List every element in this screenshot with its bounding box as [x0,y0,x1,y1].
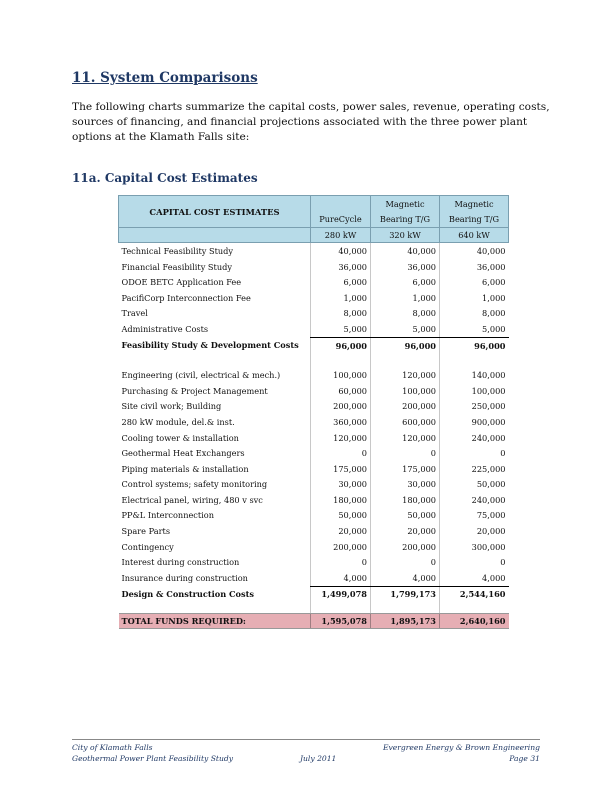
row-value: 4,000 [311,570,371,586]
table-row [119,259,509,275]
table-row [119,290,509,306]
row-value: 2,544,160 [459,589,506,600]
row-value: 100,000 [311,367,371,383]
row-value: 40,000 [476,245,506,256]
row-label: PP&L Interconnection [121,510,215,521]
row-value: 1,000 [311,290,371,306]
row-value: 140,000 [471,370,506,381]
row-value: 30,000 [371,477,440,493]
subsection-heading: 11a. Capital Cost Estimates [72,171,258,185]
row-label: Purchasing & Project Management [121,385,268,396]
row-value: 1,499,078 [311,586,371,602]
table-row [119,430,509,446]
row-label: Interest during construction [121,557,240,568]
row-value: 40,000 [371,243,440,259]
row-value: 180,000 [371,492,440,508]
row-value: 60,000 [311,383,371,399]
row-value: 50,000 [476,479,506,490]
row-value: 100,000 [371,383,440,399]
row-label: Spare Parts [121,526,171,537]
row-label: PacifiCorp Interconnection Fee [121,292,251,303]
footer-city: City of Klamath Falls [72,743,153,752]
row-value: 50,000 [311,508,371,524]
col-top-3: Magnetic [440,196,509,212]
row-value: 0 [371,554,440,570]
row-value: 200,000 [311,539,371,555]
col-head-3: Bearing T/G [440,212,509,228]
section-heading: 11. System Comparisons [72,70,258,86]
table-row [119,383,509,399]
row-value: 200,000 [311,399,371,415]
row-label: Administrative Costs [121,324,209,335]
row-value: 8,000 [371,306,440,322]
table-row [119,554,509,570]
table-row [119,492,509,508]
row-label: 280 kW module, del.& inst. [121,416,235,427]
capital-cost-table [118,195,509,629]
subtotal-row [119,586,509,602]
row-value: 1,000 [371,290,440,306]
row-value: 0 [371,445,440,461]
row-value: 300,000 [471,541,506,552]
table-row [119,399,509,415]
col-head-2: Bearing T/G [371,212,440,228]
row-value: 5,000 [371,321,440,337]
header-row-sub [119,228,509,243]
table-row [119,306,509,322]
row-label: Contingency [121,541,174,552]
row-value: 20,000 [311,523,371,539]
table-row [119,508,509,524]
row-value: 1,000 [482,292,506,303]
col-top-2: Magnetic [371,196,440,212]
subtotal-row [119,337,509,353]
row-value: 6,000 [311,274,371,290]
row-value: 75,000 [476,510,506,521]
row-label: Insurance during construction [121,573,248,584]
row-value: 0 [500,448,506,459]
row-value: 36,000 [476,261,506,272]
footer-firm: Evergreen Energy & Brown Engineering [382,743,540,752]
row-value: 100,000 [471,385,506,396]
row-value: 250,000 [471,401,506,412]
row-value: 50,000 [371,508,440,524]
row-value: 6,000 [371,274,440,290]
row-value: 8,000 [482,308,506,319]
row-value: 1,799,173 [371,586,440,602]
table-row [119,445,509,461]
table-row [119,367,509,383]
header-row-top [119,196,509,212]
row-label: Engineering (civil, electrical & mech.) [121,370,281,381]
row-label: Design & Construction Costs [121,589,255,600]
row-value: 40,000 [311,243,371,259]
table-row [119,414,509,430]
total-value: 1,595,078 [311,614,371,629]
row-label: Technical Feasibility Study [121,245,234,256]
row-value: 200,000 [371,539,440,555]
col-size-3: 640 kW [440,228,509,243]
row-value: 175,000 [311,461,371,477]
total-row [119,614,509,629]
row-value: 5,000 [311,321,371,337]
table-row [119,461,509,477]
total-value: 1,895,173 [371,614,440,629]
spacer-row [119,602,509,614]
row-value: 96,000 [474,340,506,351]
row-value: 200,000 [371,399,440,415]
table-title: CAPITAL COST ESTIMATES [119,196,311,228]
row-label: Electrical panel, wiring, 480 v svc [121,494,263,505]
table-row [119,570,509,586]
col-size-1: 280 kW [311,228,371,243]
row-value: 4,000 [440,570,509,586]
row-label: Financial Feasibility Study [121,261,232,272]
row-value: 0 [311,554,371,570]
row-value: 0 [311,445,371,461]
footer-page: Page 31 [509,754,540,763]
col-size-2: 320 kW [371,228,440,243]
row-value: 240,000 [471,432,506,443]
row-value: 96,000 [371,337,440,353]
table-row [119,321,509,337]
row-label: Site civil work; Building [121,401,222,412]
row-value: 36,000 [311,259,371,275]
table-row [119,523,509,539]
row-value: 8,000 [311,306,371,322]
table-row [119,274,509,290]
row-value: 240,000 [471,494,506,505]
row-value: 6,000 [482,277,506,288]
row-label: Control systems; safety monitoring [121,479,268,490]
table-row [119,243,509,259]
row-value: 600,000 [371,414,440,430]
row-label: Travel [121,308,148,319]
intro-paragraph: The following charts summarize the capital costs, power sales, revenue, operating costs, sources of financing, and financial projections associated with the three power plant options at the Klamath Falls site: [72,101,550,143]
row-label: ODOE BETC Application Fee [121,277,242,288]
row-value: 30,000 [311,477,371,493]
table-row [119,539,509,555]
footer-study: Geothermal Power Plant Feasibility Study [72,754,233,763]
spacer-row [119,353,509,367]
row-value: 5,000 [440,321,509,337]
total-value: 2,640,160 [440,614,509,629]
row-value: 96,000 [311,337,371,353]
row-value: 900,000 [471,416,506,427]
row-value: 120,000 [311,430,371,446]
row-value: 180,000 [311,492,371,508]
total-label: TOTAL FUNDS REQUIRED: [119,614,311,629]
header-blank [119,228,311,243]
row-value: 36,000 [371,259,440,275]
row-value: 120,000 [371,430,440,446]
table-row [119,477,509,493]
row-value: 20,000 [371,523,440,539]
col-top-1 [311,196,371,212]
row-value: 360,000 [311,414,371,430]
row-label: Feasibility Study & Development Costs [121,340,299,351]
row-value: 4,000 [371,570,440,586]
row-label: Geothermal Heat Exchangers [121,448,245,459]
row-value: 20,000 [476,526,506,537]
row-label: Cooling tower & installation [121,432,239,443]
row-value: 120,000 [371,367,440,383]
row-value: 175,000 [371,461,440,477]
col-head-1: PureCycle [311,212,371,228]
row-value: 225,000 [471,463,506,474]
row-value: 0 [500,557,506,568]
footer-rule [72,739,540,740]
footer-date: July 2011 [300,754,337,763]
row-label: Piping materials & installation [121,463,249,474]
